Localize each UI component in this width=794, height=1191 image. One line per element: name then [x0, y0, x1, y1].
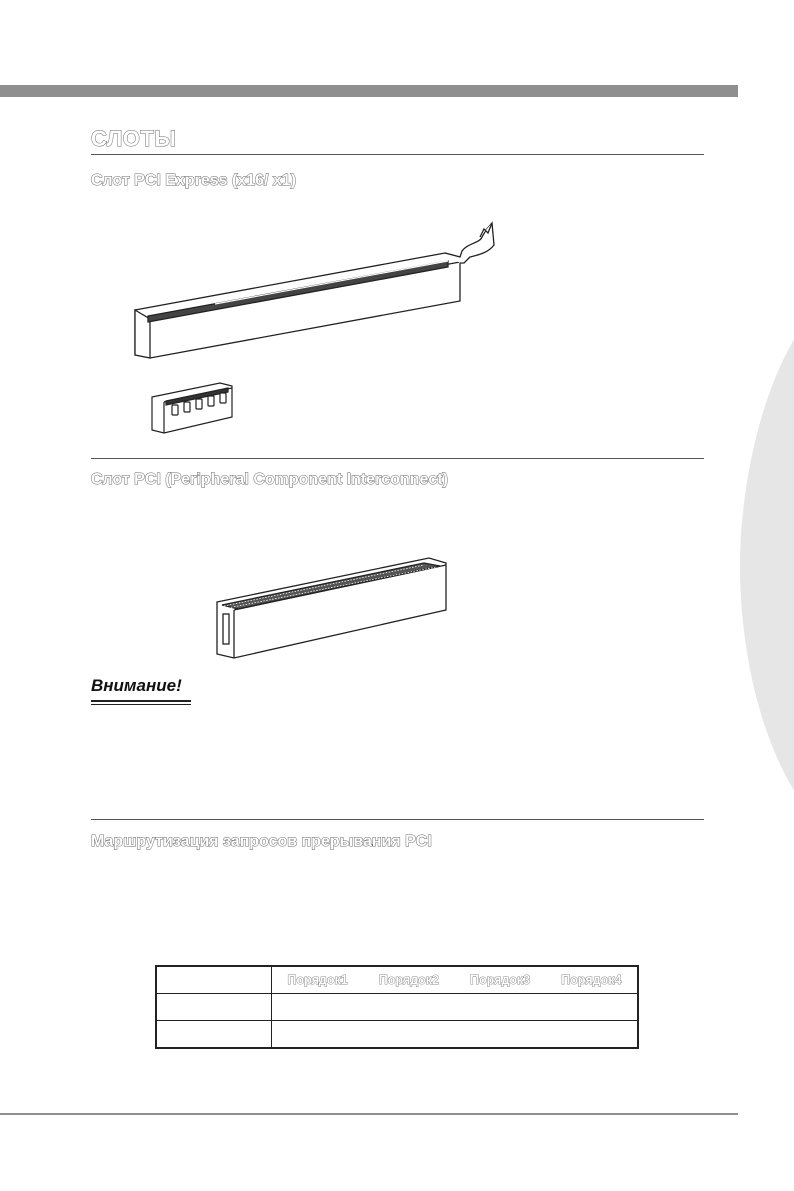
warning-underline: [91, 700, 191, 702]
column-header-order4: Порядок4: [561, 973, 622, 987]
table-row-label: [156, 994, 272, 1021]
pci-heading: Слот PCI (Peripheral Component Interconnect): [91, 471, 448, 488]
side-tab: [740, 330, 794, 800]
pcie-divider: [91, 458, 704, 459]
warning-divider: [91, 819, 704, 820]
irq-heading: Маршрутизация запросов прерывания PCI: [91, 833, 432, 850]
warning-label: Внимание!: [91, 676, 182, 695]
table-row-values: [272, 994, 639, 1021]
table-row-label: [156, 1021, 272, 1049]
table-header-orders: [272, 966, 639, 994]
pcie-x16-slot-image: [130, 215, 520, 360]
table-row-values: [272, 1021, 639, 1049]
footer-rule: [0, 1113, 738, 1115]
section-divider: [91, 154, 704, 155]
warning-underline-secondary: [91, 704, 191, 705]
column-header-order1: Порядок1: [287, 973, 348, 987]
column-header-order2: Порядок2: [378, 973, 439, 987]
table-header-blank: [156, 966, 272, 994]
column-header-order3: Порядок3: [470, 973, 531, 987]
pcie-x1-slot-image: [150, 377, 240, 437]
irq-table: [155, 965, 639, 1049]
table-header-row: [156, 966, 638, 994]
pcie-heading: Слот PCI Express (x16/ x1): [91, 172, 297, 189]
section-title: СЛОТЫ: [91, 126, 177, 151]
header-bar: [0, 85, 738, 97]
table-row: [156, 994, 638, 1021]
pci-slot-image: [214, 550, 454, 665]
table-row: [156, 1021, 638, 1049]
